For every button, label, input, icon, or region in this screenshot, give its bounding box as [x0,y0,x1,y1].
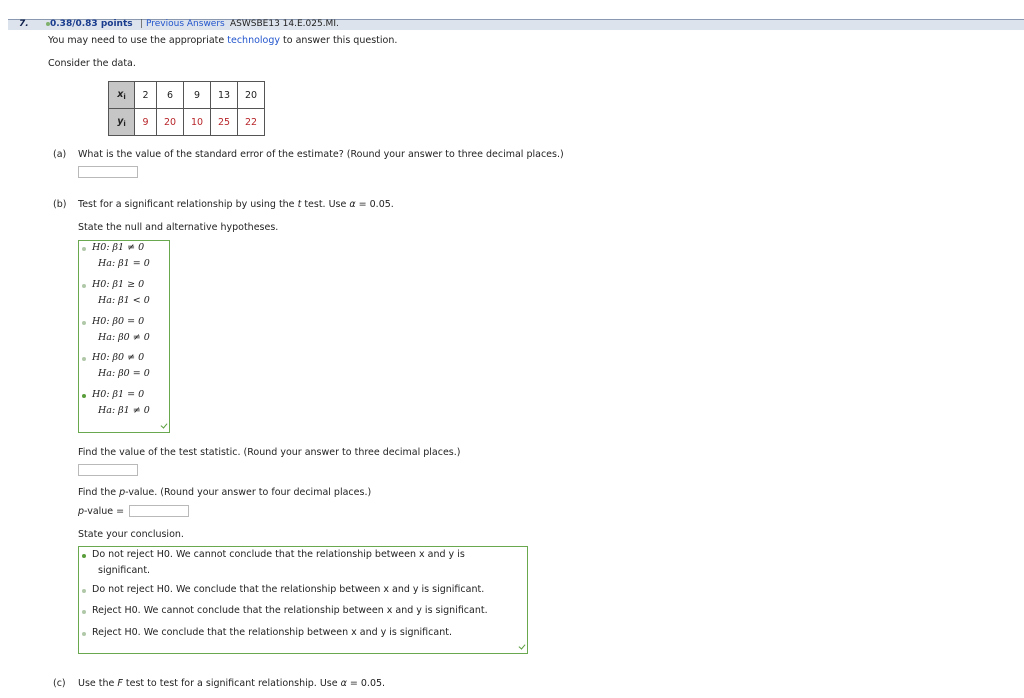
correct-check-icon [518,644,526,650]
hypothesis-radio[interactable] [82,357,86,361]
previous-answers-link[interactable]: Previous Answers [146,19,225,29]
conclusion-option: Do not reject H0. We conclude that the relationship between x and y is significant. [92,584,485,595]
p-value-input[interactable] [129,505,189,517]
conclusion-option: Reject H0. We cannot conclude that the relationship between x and y is significant. [92,605,488,616]
find-p-value-text: Find the p-value. (Round your answer to four decimal places.) [78,487,372,498]
table-row [109,109,265,136]
part-a-label: (a) [53,149,67,160]
conclusion-radio-selected[interactable] [82,554,86,558]
state-hypotheses-text: State the null and alternative hypotheses. [78,222,279,233]
question-code: ASWSBE13 14.E.025.MI. [230,19,339,29]
hypothesis-radio[interactable] [82,321,86,325]
intro-text: You may need to use the appropriate technology to answer this question. [48,35,398,46]
conclusion-radio[interactable] [82,632,86,636]
standard-error-input[interactable] [78,166,138,178]
x-value: 6 [157,82,184,109]
conclusion-option: Do not reject H0. We cannot conclude that the relationship between x and y is [92,549,465,560]
data-table [108,81,265,136]
consider-text: Consider the data. [48,58,136,69]
y-value: 10 [184,109,211,136]
y-header: $y_i$ [109,109,135,136]
y-value: 9 [135,109,157,136]
part-c-label: (c) [53,678,66,689]
find-test-statistic-text: Find the value of the test statistic. (Round your answer to three decimal places.) [78,447,461,458]
x-value: 9 [184,82,211,109]
state-conclusion-text: State your conclusion. [78,529,184,540]
hypothesis-ha: Ha: β0 ≠ 0 [98,332,150,343]
conclusion-radio[interactable] [82,610,86,614]
hypothesis-ha: Ha: β1 < 0 [98,295,150,306]
part-b-question: Test for a significant relationship by using the t test. Use α = 0.05. [78,199,394,210]
hypothesis-ha: Ha: β0 = 0 [98,368,150,379]
y-value: 25 [211,109,238,136]
points-score: 0.38/0.83 points [50,19,133,29]
hypothesis-ha: Ha: β1 = 0 [98,258,150,269]
conclusion-option: Reject H0. We conclude that the relationship between x and y is significant. [92,627,452,638]
technology-link[interactable]: technology [227,35,281,46]
y-value: 22 [238,109,265,136]
hypothesis-radio[interactable] [82,247,86,251]
hypothesis-h0: H0: β1 ≠ 0 [92,242,145,253]
hypothesis-radio[interactable] [82,284,86,288]
question-number: 7. [19,19,29,29]
part-a-question: What is the value of the standard error of the estimate? (Round your answer to three decimal places.) [78,149,564,160]
hypothesis-ha: Ha: β1 ≠ 0 [98,405,150,416]
table-row [109,82,265,109]
conclusion-option-continued: significant. [98,565,151,576]
hypothesis-h0: H0: β1 ≥ 0 [92,279,145,290]
correct-check-icon [160,423,168,429]
part-c-question: Use the F test to test for a significant relationship. Use α = 0.05. [78,678,386,689]
hypothesis-h0: H0: β1 = 0 [92,389,145,400]
hypothesis-radio-selected[interactable] [82,394,86,398]
hypothesis-h0: H0: β0 = 0 [92,316,145,327]
part-b-label: (b) [53,199,67,210]
conclusion-radio[interactable] [82,589,86,593]
test-statistic-input[interactable] [78,464,138,476]
x-value: 13 [211,82,238,109]
y-value: 20 [157,109,184,136]
x-value: 2 [135,82,157,109]
hypothesis-h0: H0: β0 ≠ 0 [92,352,145,363]
p-value-label: p-value = [78,506,125,517]
x-header: $x_i$ [109,82,135,109]
x-value: 20 [238,82,265,109]
header-separator: | [140,19,144,29]
